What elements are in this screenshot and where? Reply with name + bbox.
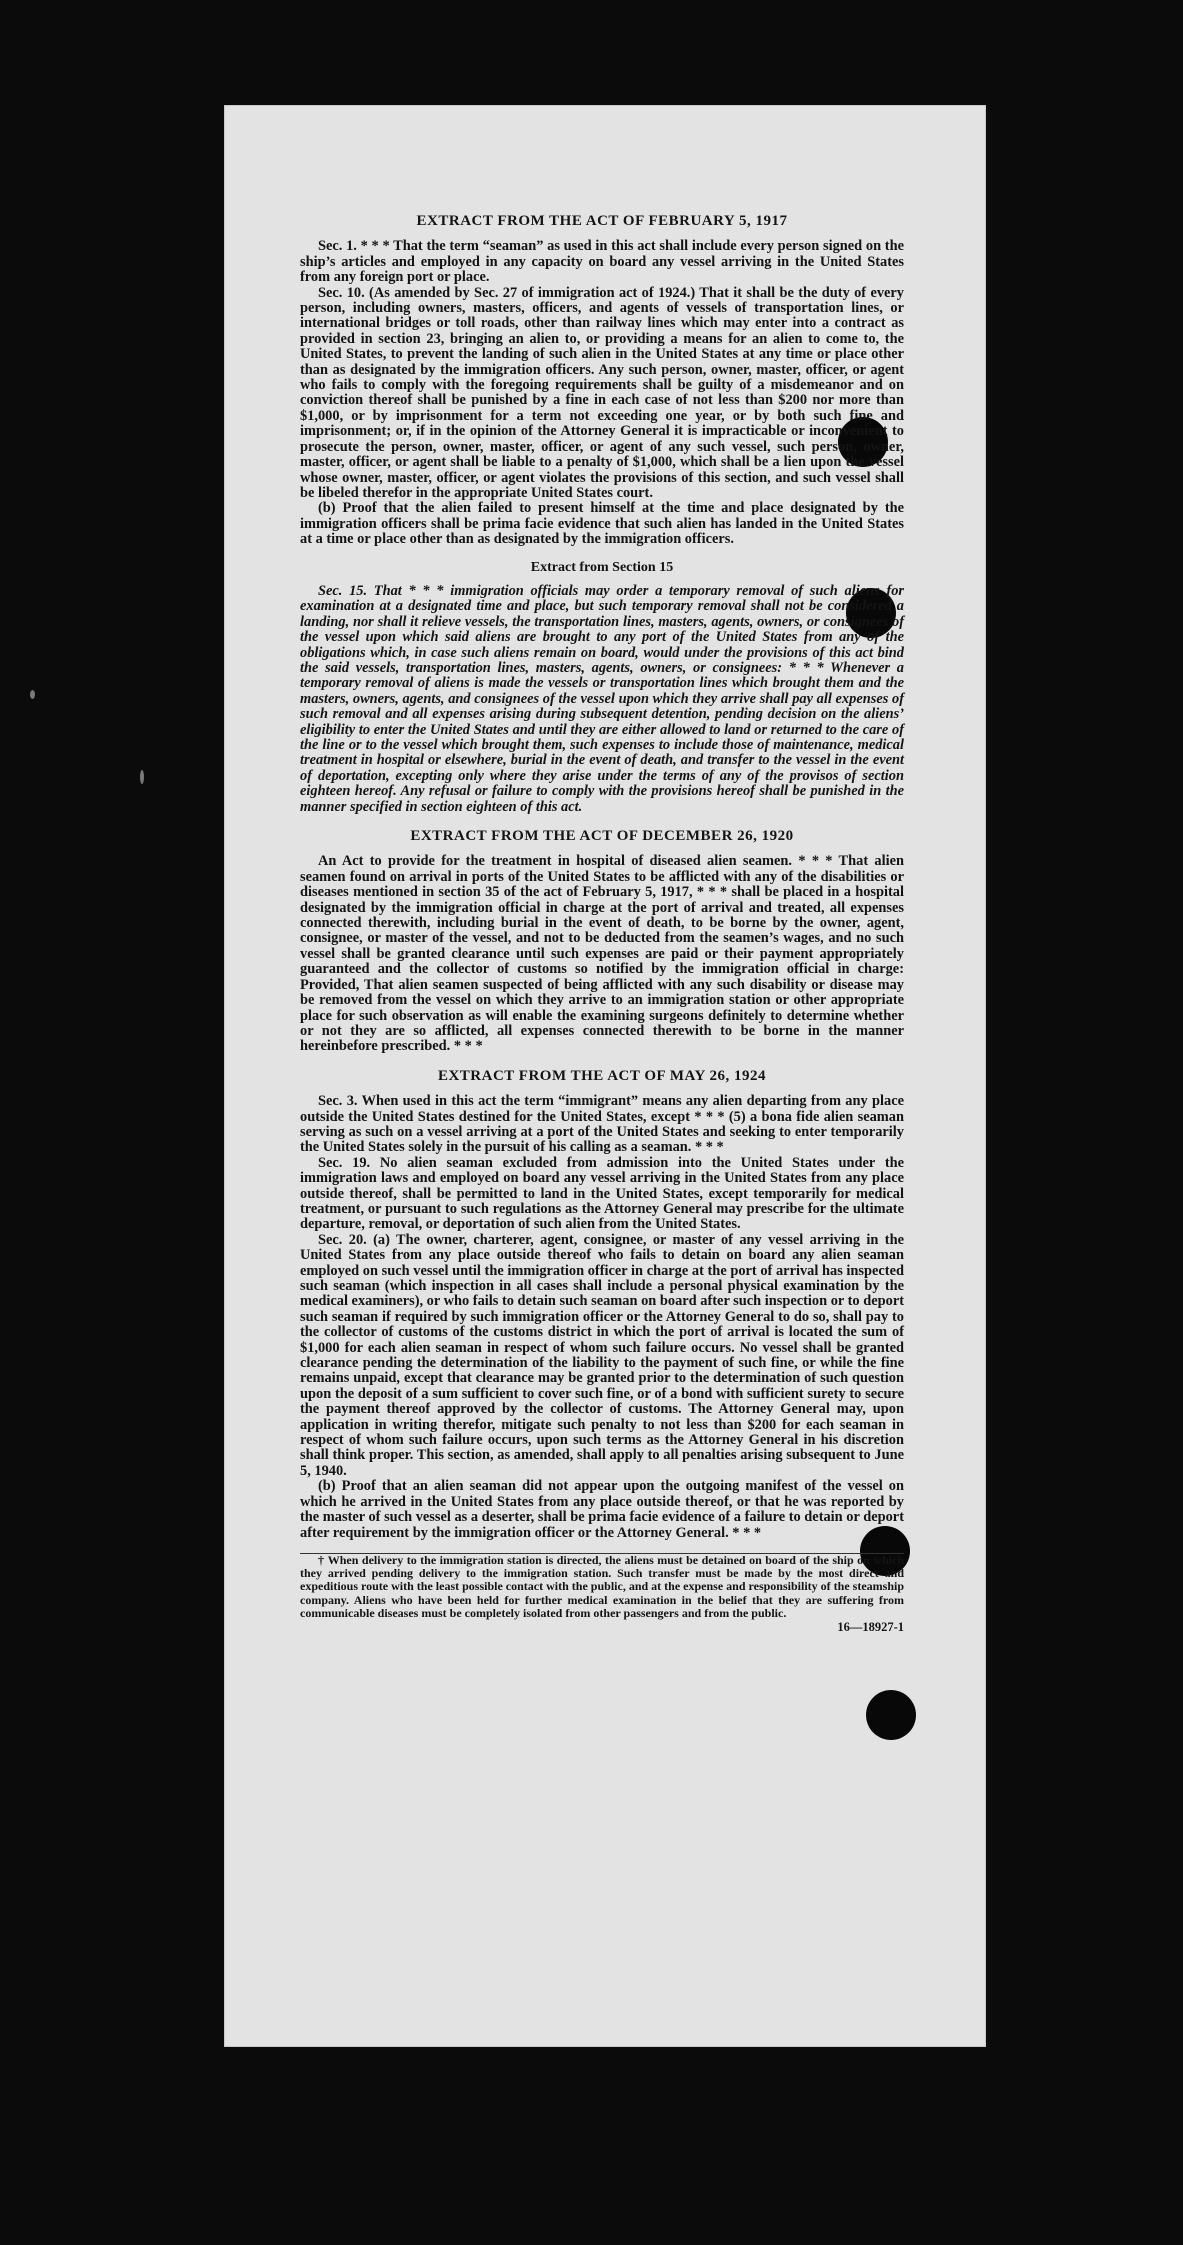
document-page [224,105,986,2047]
paragraph-sec-1: Sec. 1. * * * That the term “seaman” as used in this act shall include every person signed on the ship’s articles and employed in any capacity on board any vessel arriving in the United States from any foreign port or place. [300,238,904,286]
dust-speck [140,770,144,784]
footnote: † When delivery to the immigration station is directed, the aliens must be detained on board of the ship on which they arrived pending delivery to the immigration station. Such transfer must be made by the most direct and expeditious route with the least possible contact with the public, and at the expense and responsibility of the steamship company. Aliens who have been held for further medical examination in the belief that they are suffering from communicable diseases must be completely isolated from other passengers and from the public. [300,1552,904,1620]
dust-speck [30,690,35,699]
form-number: 16—18927-1 [837,1619,904,1634]
subheading-section-15: Extract from Section 15 [530,559,674,575]
paragraph-sec-20-a: Sec. 20. (a) The owner, charterer, agent, consignee, or master of any vessel arriving in the United States from any place outside thereof who fails to detain on board any alien seaman employed on such vessel until the immigration officer in charge at the port of arrival has inspected such seaman (which inspection in all cases shall include a personal physical examination by the medical examiners), or who fails to detain such seaman on board after such inspection or to deport such seaman if required by such immigration officer or the Attorney General to do so, shall pay to the collector of customs of the customs district in which the port of arrival is located the sum of $1,000 for each alien seaman in respect of whom such failure occurs. No vessel shall be granted clearance pending the determination of the liability to the payment of such fine, or while the fine remains unpaid, except that clearance may be granted prior to the determination of such question upon the deposit of a sum sufficient to cover such fine, or of a bond with sufficient surety to secure the payment thereof approved by the collector of customs. The Attorney General may, upon application in writing therefor, mitigate such penalty to not less than $200 for each seaman in respect of whom such failure occurs, upon such terms as the Attorney General in his discretion shall think proper. This section, as amended, shall apply to all penalties arising subsequent to June 5, 1940. [300,1231,904,1479]
paragraph-sec-10: Sec. 10. (As amended by Sec. 27 of immigration act of 1924.) That it shall be the duty of every person, including owners, masters, officers, and agents of vessels of transportation lines, or international bridges or toll roads, other than railway lines which may enter into a contract as provided in section 23, bringing an alien to, or providing a means for an alien to come to, the United States, to prevent the landing of such alien in the United States at any time or place other than as designated by the immigration officers. Any such person, owner, master, officer, or agent who fails to comply with the foregoing requirements shall be guilty of a misdemeanor and on conviction thereof shall be punished by a fine in each case of not less than $200 nor more than $1,000, or by imprisonment for a term not exceeding one year, or by both such fine and imprisonment; or, if in the opinion of the Attorney General it is impracticable or inconvenient to prosecute the person, owner, master, officer, or agent of any such vessel, such person, owner, master, officer, or agent shall be liable to a penalty of $1,000, which shall be a lien upon the vessel whose owner, master, officer, or agent violates the provisions of this section, and such vessel shall be libeled therefor in the appropriate United States court. [300,284,904,501]
document-text [300,200,904,1635]
paragraph-sec-19: Sec. 19. No alien seaman excluded from admission into the United States under the immigration laws and employed on board any vessel arriving in the United States from any place outside thereof, shall be permitted to land in the United States, except temporarily for medical treatment, or pursuant to such regulations as the Attorney General may prescribe for the ultimate departure, removal, or deportation of such alien from the United States. [300,1154,904,1233]
paragraph-sec-10-b: (b) Proof that the alien failed to present himself at the time and place designated by the immigration officers shall be prima facie evidence that such alien has landed in the United States at a time or place other than as designated by the immigration officers. [300,500,904,548]
section-heading-1924: EXTRACT FROM THE ACT OF MAY 26, 1924 [437,1067,767,1084]
section-heading-1920: EXTRACT FROM THE ACT OF DECEMBER 26, 1920 [410,828,794,845]
section-heading-1917: EXTRACT FROM THE ACT OF FEBRUARY 5, 1917 [416,213,788,229]
paragraph-act-1920: An Act to provide for the treatment in hospital of diseased alien seamen. * * * That alien seamen found on arrival in ports of the United States to be afflicted with any of the disabilities or diseases mentioned in section 35 of the act of February 5, 1917, * * * shall be placed in a hospital designated by the immigration official in charge at the port of arrival and treated, all expenses connected therewith, including burial in the event of death, to be borne by the owner, agent, consignee, or master of the vessel, and not to be deducted from the seamen’s wages, and no such vessel shall be granted clearance until such expenses are paid or their payment appropriately guaranteed and the collector of customs so notified by the immigration official in charge: Provided, That alien seamen suspected of being afflicted with any such disability or disease may be removed from the vessel on which they arrive to an immigration station or other appropriate place for such observation as will enable the examining surgeons definitely to determine whether or not they are so afflicted, all expenses connected therewith to be borne in the manner hereinbefore prescribed. * * * [300,853,904,1055]
punch-hole-4 [866,1690,916,1740]
paragraph-sec-15: Sec. 15. That * * * immigration officials may order a temporary removal of such aliens for examination at a designated time and place, but such temporary removal shall not be considered a landing, nor shall it relieve vessels, the transportation lines, masters, agents, owners, or consignees of the vessel upon which said aliens are brought to any port of the United States from any of the obligations which, in case such aliens remain on board, would under the provisions of this act bind the said vessels, transportation lines, masters, agents, owners, or consignees: * * * Whenever a temporary removal of aliens is made the vessels or transportation lines which brought them and the masters, owners, agents, and consignees of the vessel upon which they arrive shall pay all expenses of such removal and all expenses arising during subsequent detention, pending decision on the aliens’ eligibility to enter the United States and until they are either allowed to land or returned to the care of the line or to the vessel which brought them, such expenses to include those of maintenance, medical treatment in hospital or elsewhere, burial in the event of death, and transfer to the vessel in the event of deportation, excepting only where they arise under the terms of any of the provisos of section eighteen hereof. Any refusal or failure to comply with the provisions hereof shall be punished in the manner specified in section eighteen of this act. [300,582,904,815]
paragraph-sec-3: Sec. 3. When used in this act the term “immigrant” means any alien departing from any place outside the United States destined for the United States, except * * * (5) a bona fide alien seaman serving as such on a vessel arriving at a port of the United States and seeking to enter temporarily the United States solely in the pursuit of his calling as a seaman. * * * [300,1093,904,1156]
paragraph-sec-20-b: (b) Proof that an alien seaman did not appear upon the outgoing manifest of the vessel on which he arrived in the United States from any place outside thereof, or that he was reported by the master of such vessel as a deserter, shall be prima facie evidence of a failure to detain or deport after requirement by the immigration officer or the Attorney General. * * * [300,1478,904,1541]
